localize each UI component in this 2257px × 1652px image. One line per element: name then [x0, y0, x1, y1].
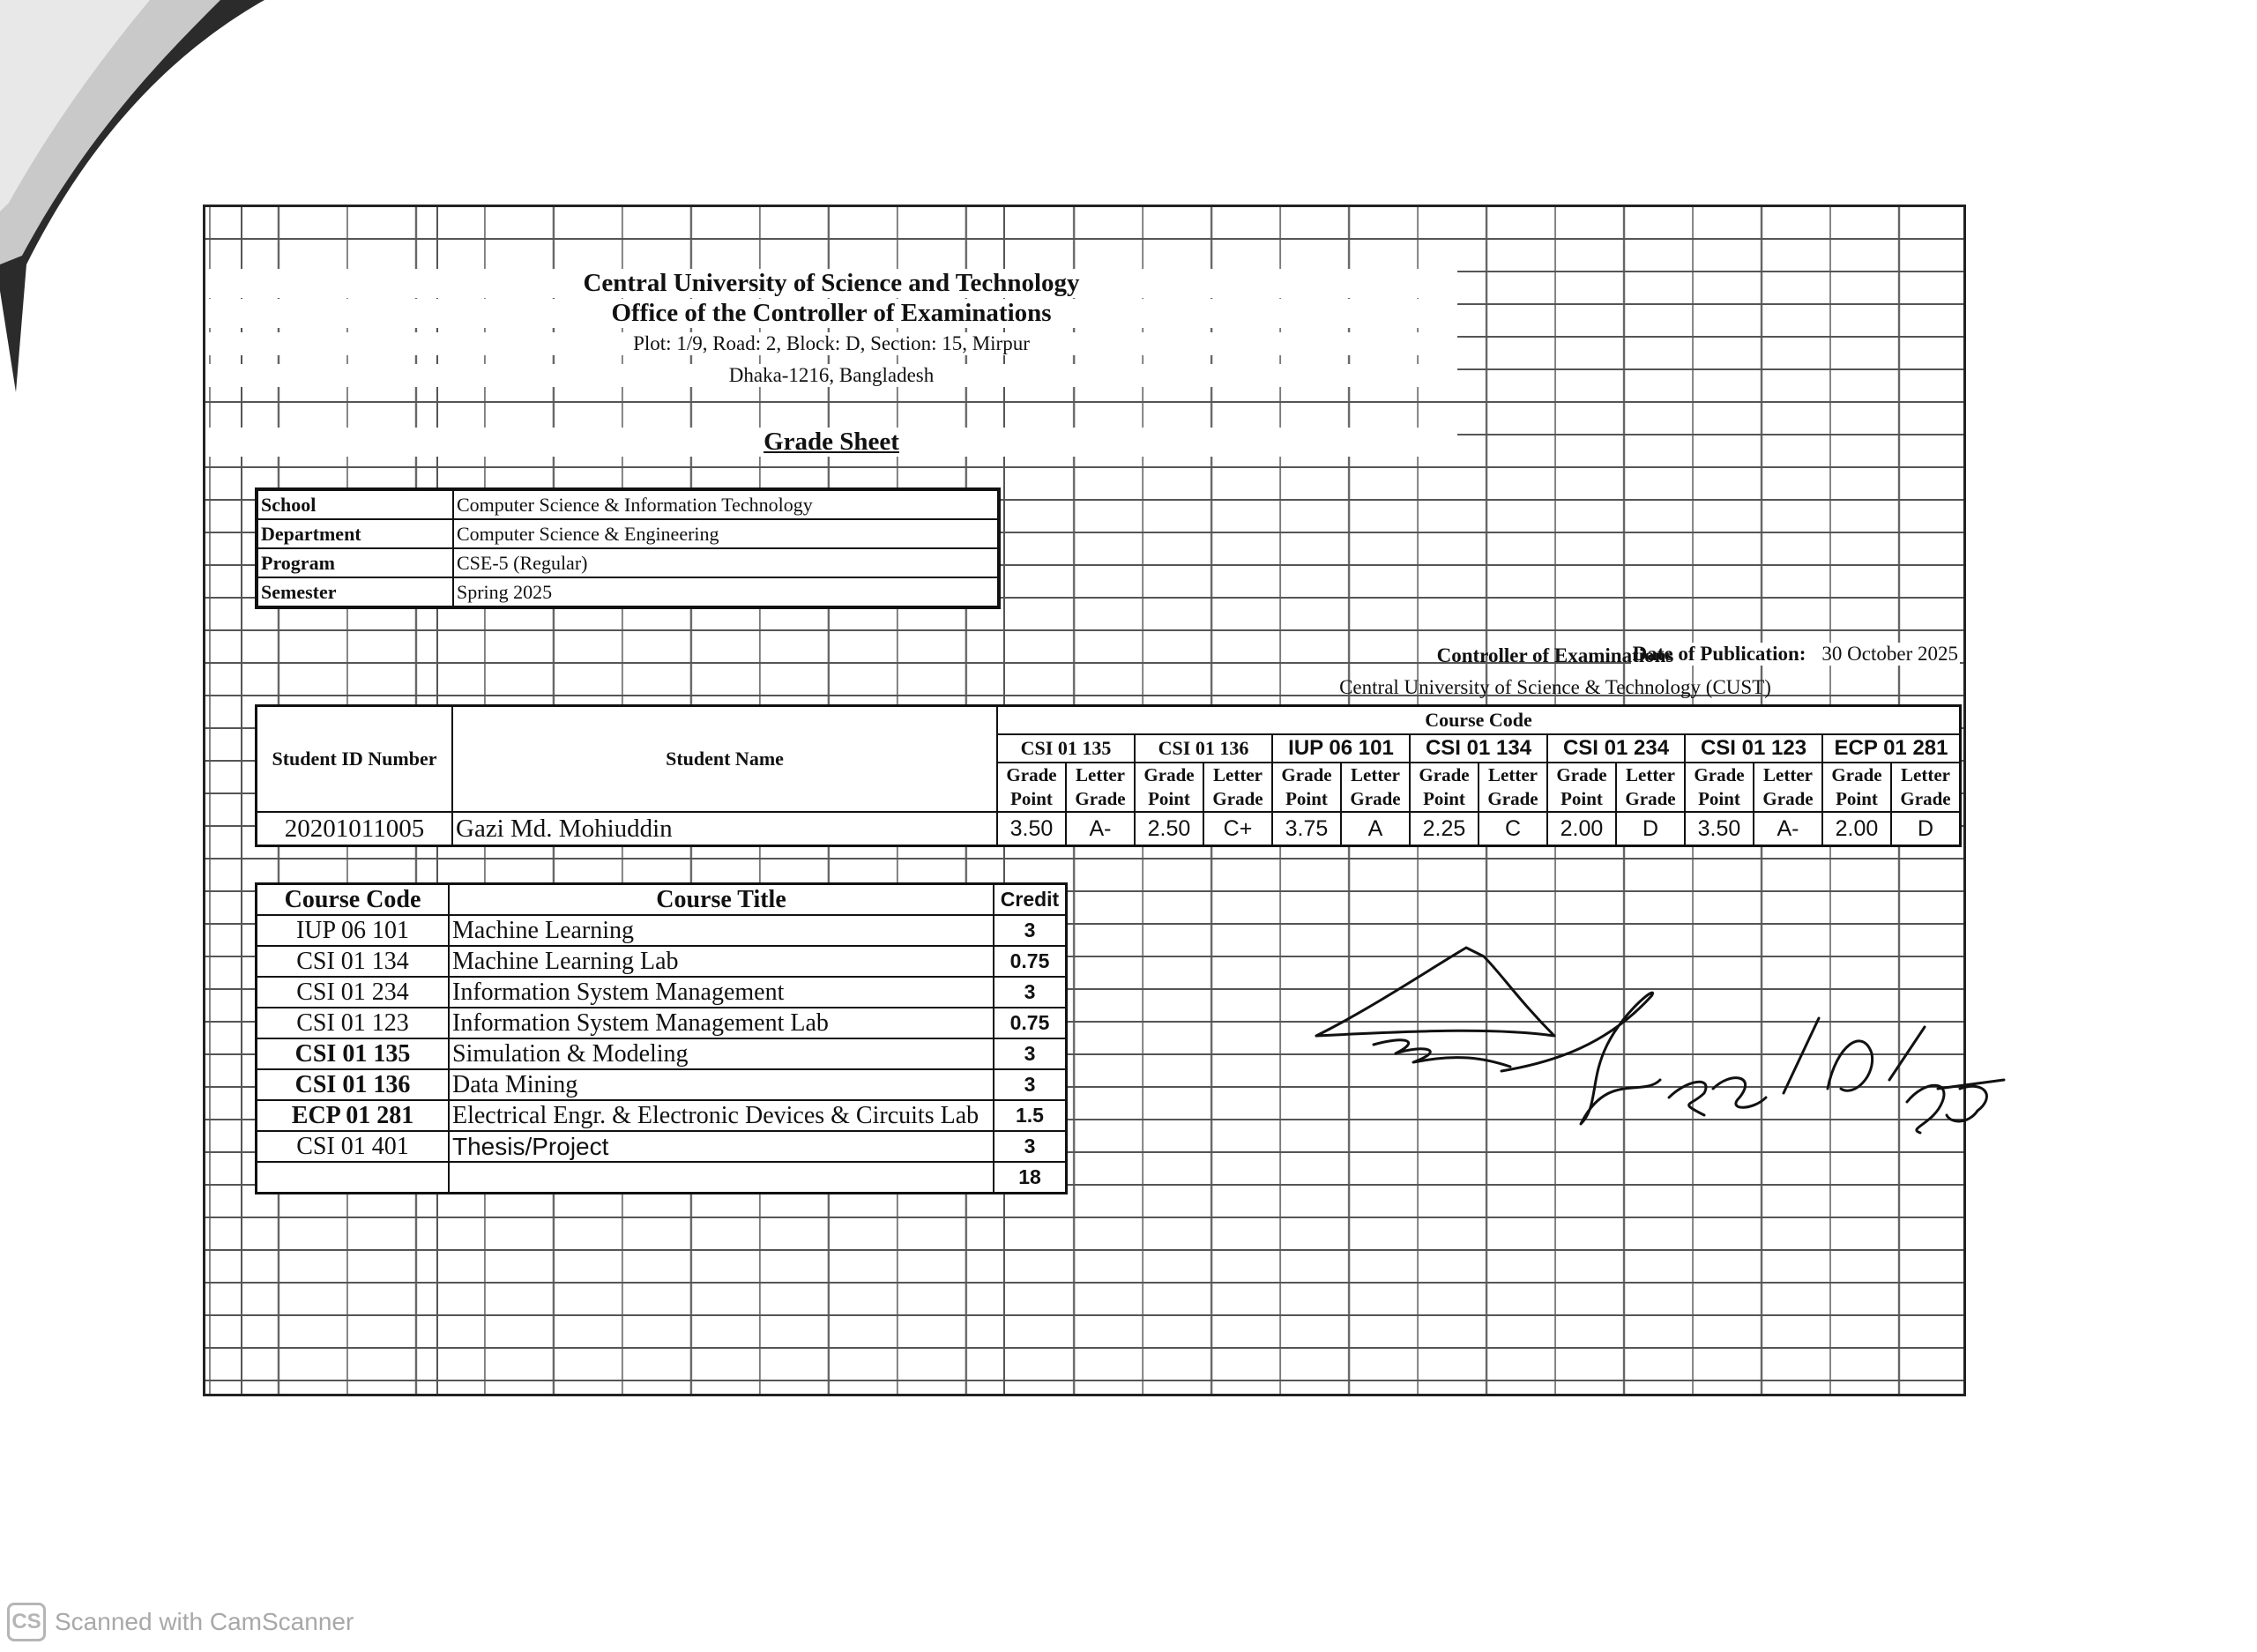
address-line-1: Plot: 1/9, Road: 2, Block: D, Section: 15, Mirpur: [205, 332, 1457, 355]
course-title: Thesis/Project: [449, 1131, 994, 1162]
scanner-watermark-text: Scanned with CamScanner: [55, 1608, 354, 1635]
letter-grade-value: C+: [1203, 812, 1272, 846]
course-code-header: Course Code: [997, 706, 1961, 735]
course-credit: 1.5: [994, 1100, 1067, 1131]
grade-point-header: [1410, 763, 1479, 812]
signatory-title: Controller of Examinations: [1436, 644, 1674, 666]
publication-label: Date of Publication:: [1632, 643, 1806, 665]
address-line-2: Dhaka-1216, Bangladesh: [205, 364, 1457, 387]
header-word: Grade: [1762, 788, 1814, 809]
grade-point-value: 2.00: [1822, 812, 1891, 846]
letter-grade-header: [1616, 763, 1685, 812]
letter-grade-header: [1203, 763, 1272, 812]
course-title: Electrical Engr. & Electronic Devices & Circuits Lab: [449, 1100, 994, 1131]
course-code-cell: ECP 01 281: [1822, 734, 1961, 763]
scanner-watermark: [7, 1603, 354, 1641]
grades-table: [255, 704, 1962, 847]
grade-point-value: 2.50: [1135, 812, 1203, 846]
course-credit: 3: [994, 977, 1067, 1008]
course-credit: 0.75: [994, 946, 1067, 977]
course-credit: 3: [994, 1131, 1067, 1162]
header-word: Letter: [1488, 764, 1538, 785]
course-code-col-header: Course Code: [257, 884, 450, 916]
course-credit: 0.75: [994, 1008, 1067, 1038]
header-word: Letter: [1076, 764, 1125, 785]
course-row: [257, 1069, 1067, 1100]
grade-point-header: [1822, 763, 1891, 812]
letter-grade-value: C: [1479, 812, 1547, 846]
header-word: Letter: [1626, 764, 1675, 785]
course-code: CSI 01 401: [257, 1131, 450, 1162]
letter-grade-value: D: [1616, 812, 1685, 846]
signature-drawing: [1290, 912, 2039, 1177]
header-word: Letter: [1901, 764, 1950, 785]
header-word: Point: [1561, 788, 1603, 809]
student-name-header: Student Name: [452, 706, 997, 813]
course-code: CSI 01 135: [257, 1038, 450, 1069]
grade-point-header: [1272, 763, 1341, 812]
course-credit: 3: [994, 1038, 1067, 1069]
signatory-institution: Central University of Science & Technology (CUST): [1339, 676, 1771, 698]
office-name: Office of the Controller of Examinations: [205, 299, 1457, 328]
course-row: [257, 1038, 1067, 1069]
info-value: Spring 2025: [453, 577, 999, 607]
course-code: CSI 01 123: [257, 1008, 450, 1038]
course-row: [257, 915, 1067, 946]
program-info-table: [255, 487, 1001, 609]
info-label: Semester: [257, 577, 453, 607]
header-word: Grade: [1350, 788, 1401, 809]
grade-point-value: 3.50: [1685, 812, 1754, 846]
university-name: Central University of Science and Technology: [205, 269, 1457, 298]
header-word: Point: [1010, 788, 1053, 809]
total-credit: 18: [994, 1162, 1067, 1194]
header-word: Point: [1285, 788, 1328, 809]
course-code-cell: CSI 01 123: [1685, 734, 1822, 763]
grade-point-value: 3.50: [997, 812, 1066, 846]
letter-grade-header: [1479, 763, 1547, 812]
course-title: Machine Learning: [449, 915, 994, 946]
header-word: Grade: [1212, 788, 1263, 809]
letter-grade-header: [1341, 763, 1410, 812]
letter-grade-header: [1754, 763, 1822, 812]
publication-value: 30 October 2025: [1821, 643, 1958, 665]
course-code: CSI 01 134: [257, 946, 450, 977]
header-word: Grade: [1556, 764, 1607, 785]
info-label: School: [257, 489, 453, 519]
header-word: Grade: [1075, 788, 1126, 809]
letter-grade-value: A: [1341, 812, 1410, 846]
header-word: Letter: [1213, 764, 1263, 785]
info-label: Program: [257, 548, 453, 577]
header-word: Point: [1423, 788, 1465, 809]
info-row: [257, 548, 999, 577]
course-code: CSI 01 136: [257, 1069, 450, 1100]
course-title: Information System Management Lab: [449, 1008, 994, 1038]
header-word: Grade: [1281, 764, 1332, 785]
courses-table: [255, 882, 1068, 1194]
header-word: Point: [1836, 788, 1878, 809]
header-word: Grade: [1487, 788, 1538, 809]
info-value: Computer Science & Information Technology: [453, 489, 999, 519]
grade-point-value: 2.00: [1547, 812, 1616, 846]
header-word: Grade: [1694, 764, 1745, 785]
grade-sheet: [203, 205, 1966, 1396]
header-word: Grade: [1625, 788, 1676, 809]
credit-col-header: Credit: [994, 884, 1067, 916]
info-value: Computer Science & Engineering: [453, 519, 999, 548]
header-word: Grade: [1006, 764, 1057, 785]
grade-point-header: [997, 763, 1066, 812]
course-code-cell: CSI 01 234: [1547, 734, 1685, 763]
course-code-cell: CSI 01 134: [1410, 734, 1547, 763]
grade-point-value: 2.25: [1410, 812, 1479, 846]
grade-point-header: [1135, 763, 1203, 812]
course-row: [257, 946, 1067, 977]
info-row: [257, 577, 999, 607]
course-row: [257, 977, 1067, 1008]
header-word: Grade: [1900, 788, 1951, 809]
course-code: ECP 01 281: [257, 1100, 450, 1131]
header-word: Point: [1698, 788, 1740, 809]
course-row: [257, 1100, 1067, 1131]
header-word: Grade: [1831, 764, 1882, 785]
course-title: Data Mining: [449, 1069, 994, 1100]
course-title: Information System Management: [449, 977, 994, 1008]
course-credit: 3: [994, 915, 1067, 946]
total-empty-cell: [257, 1162, 450, 1194]
course-code-cell: CSI 01 135: [997, 734, 1135, 763]
header-word: Grade: [1419, 764, 1470, 785]
info-row: [257, 489, 999, 519]
grade-point-value: 3.75: [1272, 812, 1341, 846]
letter-grade-value: A-: [1066, 812, 1135, 846]
camscanner-logo: CS: [7, 1603, 46, 1641]
document-title: Grade Sheet: [205, 428, 1457, 457]
total-empty-cell: [449, 1162, 994, 1194]
student-id-header: Student ID Number: [257, 706, 453, 813]
grade-point-header: [1547, 763, 1616, 812]
info-row: [257, 519, 999, 548]
course-code: IUP 06 101: [257, 915, 450, 946]
header-word: Letter: [1763, 764, 1813, 785]
info-value: CSE-5 (Regular): [453, 548, 999, 577]
course-code-cell: CSI 01 136: [1135, 734, 1272, 763]
letter-grade-header: [1066, 763, 1135, 812]
header-word: Letter: [1351, 764, 1400, 785]
letter-grade-value: D: [1891, 812, 1961, 846]
info-label: Department: [257, 519, 453, 548]
grade-point-header: [1685, 763, 1754, 812]
header-word: Point: [1148, 788, 1190, 809]
course-title: Simulation & Modeling: [449, 1038, 994, 1069]
course-row: [257, 1131, 1067, 1162]
course-title: Machine Learning Lab: [449, 946, 994, 977]
course-credit: 3: [994, 1069, 1067, 1100]
course-title-col-header: Course Title: [449, 884, 994, 916]
letter-grade-header: [1891, 763, 1961, 812]
course-code: CSI 01 234: [257, 977, 450, 1008]
student-id: 20201011005: [257, 812, 453, 846]
course-code-cell: IUP 06 101: [1272, 734, 1410, 763]
header-word: Grade: [1143, 764, 1195, 785]
course-row: [257, 1008, 1067, 1038]
letter-grade-value: A-: [1754, 812, 1822, 846]
student-name: Gazi Md. Mohiuddin: [452, 812, 997, 846]
